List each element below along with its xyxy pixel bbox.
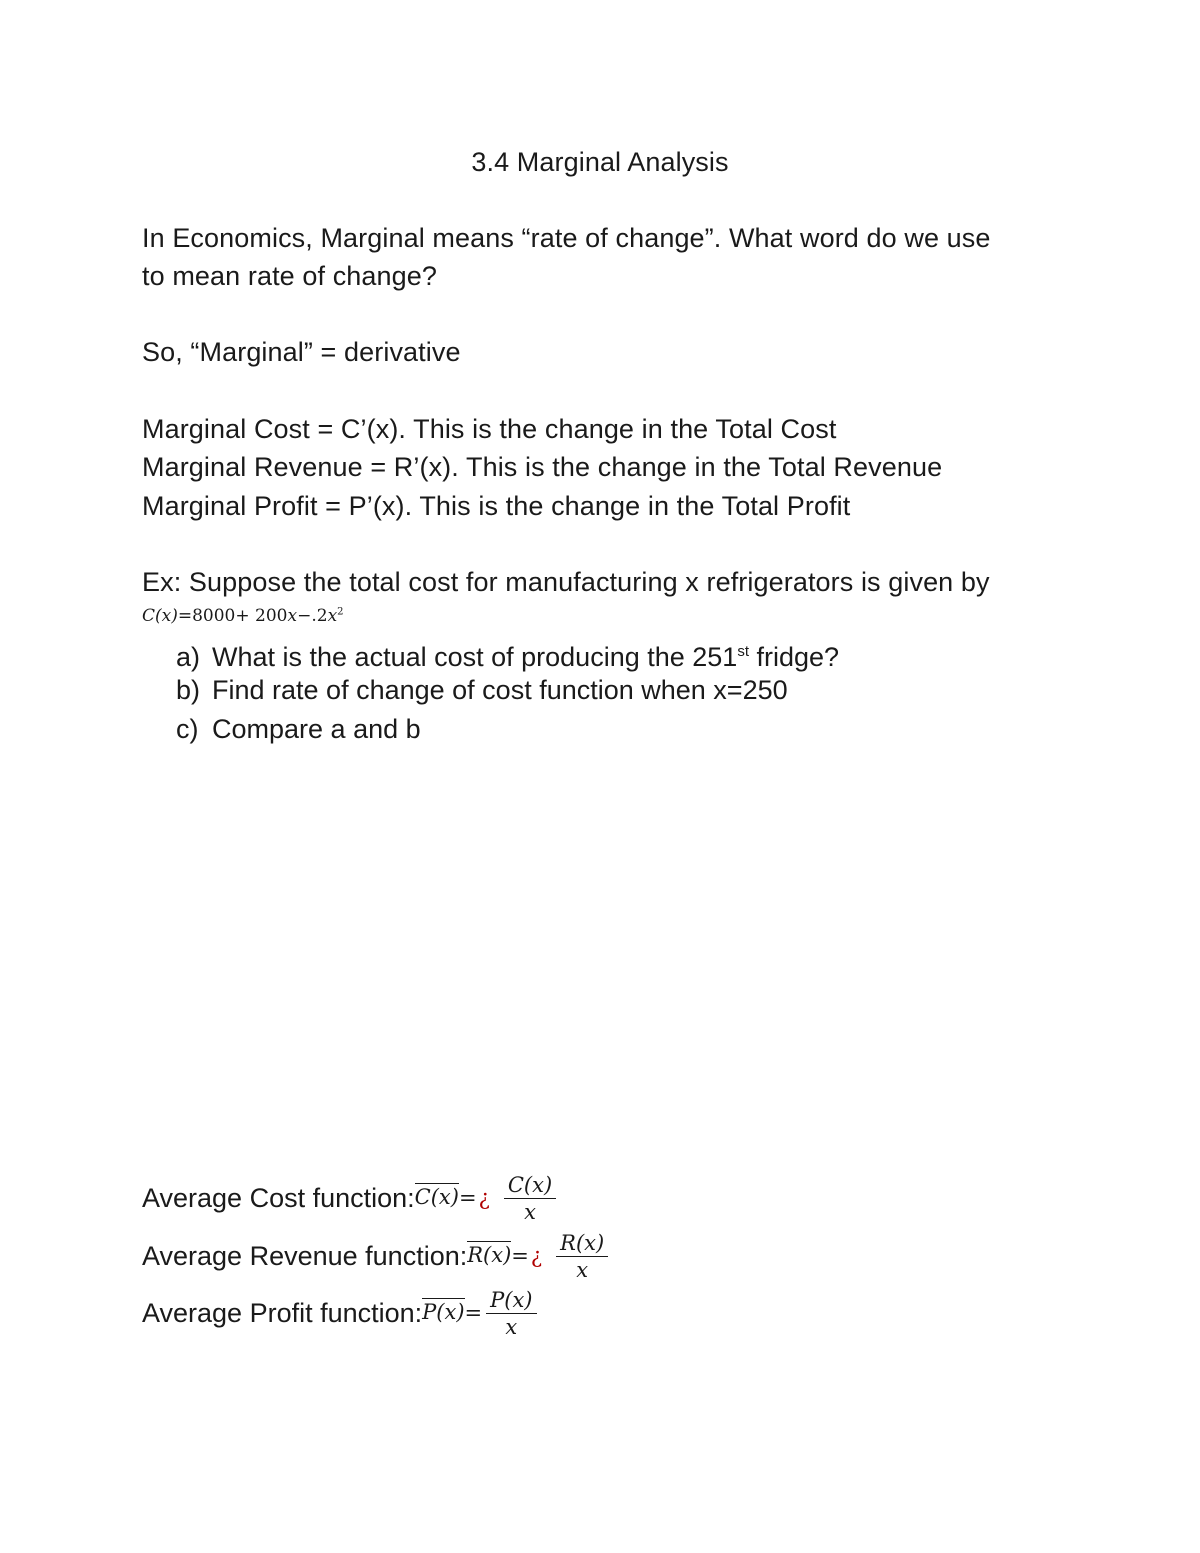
cost-equation-c1: 8000+: [192, 606, 250, 626]
definition-marginal-revenue: Marginal Revenue = R’(x). This is the change in the Total Revenue: [142, 452, 943, 482]
average-profit-formula: [422, 1288, 536, 1339]
average-revenue-denominator: x: [576, 1257, 589, 1282]
cost-equation-eq: =: [177, 606, 193, 626]
intro-line-2: to mean rate of change?: [142, 261, 438, 291]
average-revenue-glyph: ¿: [530, 1244, 543, 1268]
average-profit-lhs: P(x): [422, 1300, 465, 1324]
average-cost-label: Average Cost function:: [142, 1183, 415, 1213]
part-b-marker: b): [176, 675, 201, 705]
average-revenue-label: Average Revenue function:: [142, 1241, 468, 1271]
part-b-text: Find rate of change of cost function when x=250: [212, 675, 788, 705]
average-revenue-formula: [467, 1231, 608, 1282]
intro-line-1: In Economics, Marginal means “rate of change”. What word do we use: [142, 223, 991, 253]
average-profit-eq: =: [464, 1301, 483, 1325]
part-b: [176, 674, 788, 706]
average-cost-lhs: C(x): [414, 1185, 459, 1209]
average-cost-denominator: x: [524, 1199, 536, 1224]
cost-equation-c2: 200: [255, 606, 288, 626]
definition-marginal-cost: Marginal Cost = C’(x). This is the change in the Total Cost: [142, 414, 837, 444]
cost-equation-exp: 2: [337, 606, 344, 618]
part-c-text: Compare a and b: [212, 714, 421, 744]
average-cost-glyph: ¿: [478, 1186, 490, 1210]
average-profit-label: Average Profit function:: [142, 1298, 423, 1328]
average-profit-row: [142, 1283, 537, 1343]
cost-equation: [142, 606, 344, 626]
average-profit-fraction: [486, 1288, 536, 1339]
cost-equation-v1: x: [287, 606, 298, 626]
average-revenue-lhs: R(x): [467, 1243, 512, 1267]
cost-equation-v2: x: [327, 606, 338, 626]
example-intro: Ex: Suppose the total cost for manufacturing x refrigerators is given by: [142, 567, 990, 597]
average-cost-eq: =: [458, 1186, 477, 1210]
average-cost-formula: [415, 1173, 556, 1224]
part-a-text-before: What is the actual cost of producing the 251: [212, 642, 738, 672]
part-c: [176, 713, 421, 745]
average-cost-row: [142, 1168, 556, 1228]
part-c-marker: c): [176, 714, 199, 744]
average-revenue-fraction: [556, 1231, 608, 1282]
average-profit-denominator: x: [505, 1314, 518, 1339]
average-cost-fraction: [504, 1173, 556, 1224]
average-revenue-eq: =: [511, 1244, 529, 1268]
part-a-text-after: fridge?: [749, 642, 840, 672]
part-a: [176, 636, 839, 673]
cost-equation-minus: −: [297, 606, 312, 626]
cost-equation-c3: .2: [311, 606, 328, 626]
page-title: 3.4 Marginal Analysis: [471, 147, 729, 177]
definition-marginal-profit: Marginal Profit = P’(x). This is the change in the Total Profit: [142, 491, 851, 521]
average-cost-numerator: C(x): [504, 1173, 556, 1199]
average-profit-numerator: P(x): [486, 1288, 536, 1314]
marginal-statement: So, “Marginal” = derivative: [142, 337, 461, 367]
part-a-marker: a): [176, 642, 201, 672]
average-revenue-numerator: R(x): [556, 1231, 608, 1257]
part-a-sup: st: [737, 643, 749, 660]
cost-equation-lhs: C(x): [142, 606, 178, 626]
average-revenue-row: [142, 1226, 608, 1286]
